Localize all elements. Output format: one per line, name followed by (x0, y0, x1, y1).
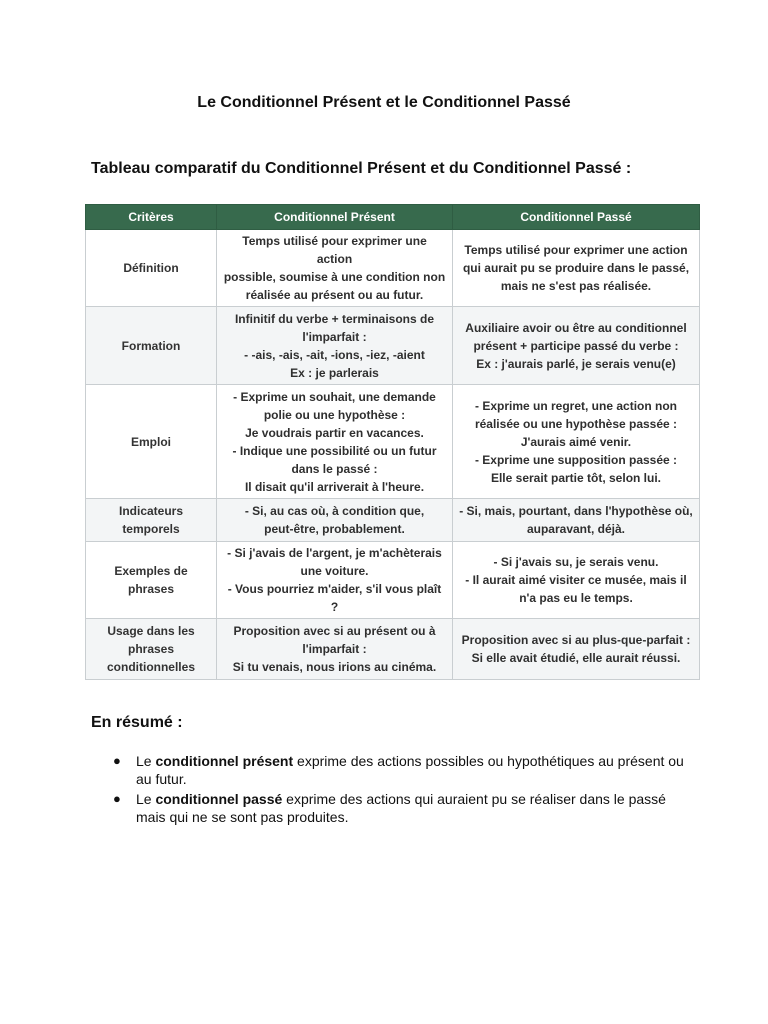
cell-line: Auxiliaire avoir ou être au conditionnel (465, 320, 687, 335)
cell-line: réalisée ou une hypothèse passée : (474, 416, 678, 431)
table-row (86, 499, 700, 542)
table-row (86, 230, 700, 307)
cell-line: - Exprime un regret, une action non (474, 398, 678, 413)
cell-line: Ex : j'aurais parlé, je serais venu(e) (476, 356, 676, 371)
bullet-icon: ● (113, 791, 121, 806)
cell-line: Il disait qu'il arriverait à l'heure. (244, 479, 425, 494)
cell-present (217, 499, 453, 542)
cell-line: - Exprime une supposition passée : (474, 452, 678, 467)
table-heading: Tableau comparatif du Conditionnel Présent et du Conditionnel Passé : (91, 160, 632, 177)
table-row (86, 542, 700, 619)
cell-line: Usage dans les (107, 624, 195, 638)
cell-line: - -ais, -ais, -ait, -ions, -iez, -aient (244, 347, 425, 362)
header-passe: Conditionnel Passé (453, 205, 700, 230)
cell-line: Temps utilisé pour exprimer une action (242, 234, 427, 266)
header-criteria: Critères (86, 205, 217, 230)
cell-line: peut-être, probablement. (264, 522, 405, 536)
cell-line: n'a pas eu le temps. (519, 591, 633, 605)
cell-line: - Si j'avais su, je serais venu. (493, 555, 659, 569)
comparison-table (85, 204, 700, 680)
cell-present (217, 619, 453, 680)
cell-line: - Exprime un souhait, une demande (233, 389, 436, 404)
cell-line: Ex : je parlerais (290, 365, 379, 380)
cell-criterion (86, 307, 217, 385)
header-present: Conditionnel Présent (217, 205, 453, 230)
cell-line: temporels (122, 522, 180, 536)
cell-line: une voiture. (300, 564, 369, 578)
cell-line: - Il aurait aimé visiter ce musée, mais il (465, 573, 687, 587)
cell-line: Si elle avait étudié, elle aurait réussi. (471, 651, 681, 665)
cell-criterion (86, 619, 217, 680)
cell-line: Exemples de (114, 564, 188, 578)
cell-criterion (86, 385, 217, 499)
summary-item (113, 790, 693, 826)
cell-passe (453, 619, 700, 680)
summary-item-term: conditionnel passé (155, 791, 283, 807)
cell-line: polie ou une hypothèse : (263, 407, 406, 422)
cell-line: auparavant, déjà. (526, 522, 626, 536)
cell-present (217, 230, 453, 307)
cell-line: possible, soumise à une condition non (223, 270, 446, 284)
summary-item-prefix: Le (136, 753, 156, 769)
bullet-icon: ● (113, 753, 121, 768)
cell-line: - Si, mais, pourtant, dans l'hypothèse où, (459, 504, 693, 518)
summary-list (113, 752, 693, 828)
cell-line: Temps utilisé pour exprimer une action (464, 243, 688, 257)
cell-passe (453, 307, 700, 385)
cell-passe (453, 230, 700, 307)
cell-line: phrases (127, 582, 175, 596)
table-row (86, 619, 700, 680)
cell-line: mais ne s'est pas réalisée. (500, 279, 652, 293)
table-header-row (86, 205, 700, 230)
cell-line: présent + participe passé du verbe : (473, 338, 679, 353)
cell-present (217, 542, 453, 619)
cell-line: phrases (127, 642, 175, 656)
cell-passe (453, 499, 700, 542)
summary-item-text: exprime des actions possibles ou hypothétiques au présent ou au futur. (136, 753, 684, 787)
cell-line: Proposition avec si au plus-que-parfait : (461, 633, 691, 647)
cell-line: conditionnelles (106, 660, 195, 674)
cell-line: J'aurais aimé venir. (520, 434, 632, 449)
cell-line: Emploi (130, 434, 171, 449)
cell-present (217, 385, 453, 499)
summary-item (113, 752, 693, 788)
cell-criterion (86, 499, 217, 542)
cell-line: Elle serait partie tôt, selon lui. (490, 470, 662, 485)
table-row (86, 385, 700, 499)
cell-line: dans le passé : (291, 461, 378, 476)
cell-line: - Vous pourriez m'aider, s'il vous plaît ? (227, 582, 442, 614)
cell-criterion (86, 230, 217, 307)
cell-line: Si tu venais, nous irions au cinéma. (232, 660, 437, 674)
cell-line: Infinitif du verbe + terminaisons de (234, 311, 435, 326)
cell-line: l'imparfait : (302, 329, 367, 344)
table-row (86, 307, 700, 385)
cell-passe (453, 385, 700, 499)
cell-line: Indicateurs (118, 504, 184, 518)
cell-line: l'imparfait : (302, 642, 367, 656)
cell-line: qui aurait pu se produire dans le passé, (462, 261, 690, 275)
cell-criterion (86, 542, 217, 619)
summary-item-term: conditionnel présent (155, 753, 294, 769)
summary-item-prefix: Le (136, 791, 156, 807)
summary-item-text: exprime des actions qui auraient pu se réaliser dans le passé mais qui ne se sont pas produites. (136, 791, 666, 825)
cell-line: Je voudrais partir en vacances. (245, 425, 424, 440)
cell-line: Définition (123, 261, 179, 275)
cell-present (217, 307, 453, 385)
cell-line: - Si j'avais de l'argent, je m'achèterais (227, 546, 442, 560)
document-title: Le Conditionnel Présent et le Conditionnel Passé (197, 94, 571, 111)
cell-line: Formation (121, 338, 181, 353)
cell-line: - Si, au cas où, à condition que, (244, 504, 425, 518)
summary-heading: En résumé : (91, 714, 183, 731)
cell-line: Proposition avec si au présent ou à (233, 624, 436, 638)
cell-line: réalisée au présent ou au futur. (245, 288, 424, 302)
cell-passe (453, 542, 700, 619)
cell-line: - Indique une possibilité ou un futur (232, 443, 437, 458)
